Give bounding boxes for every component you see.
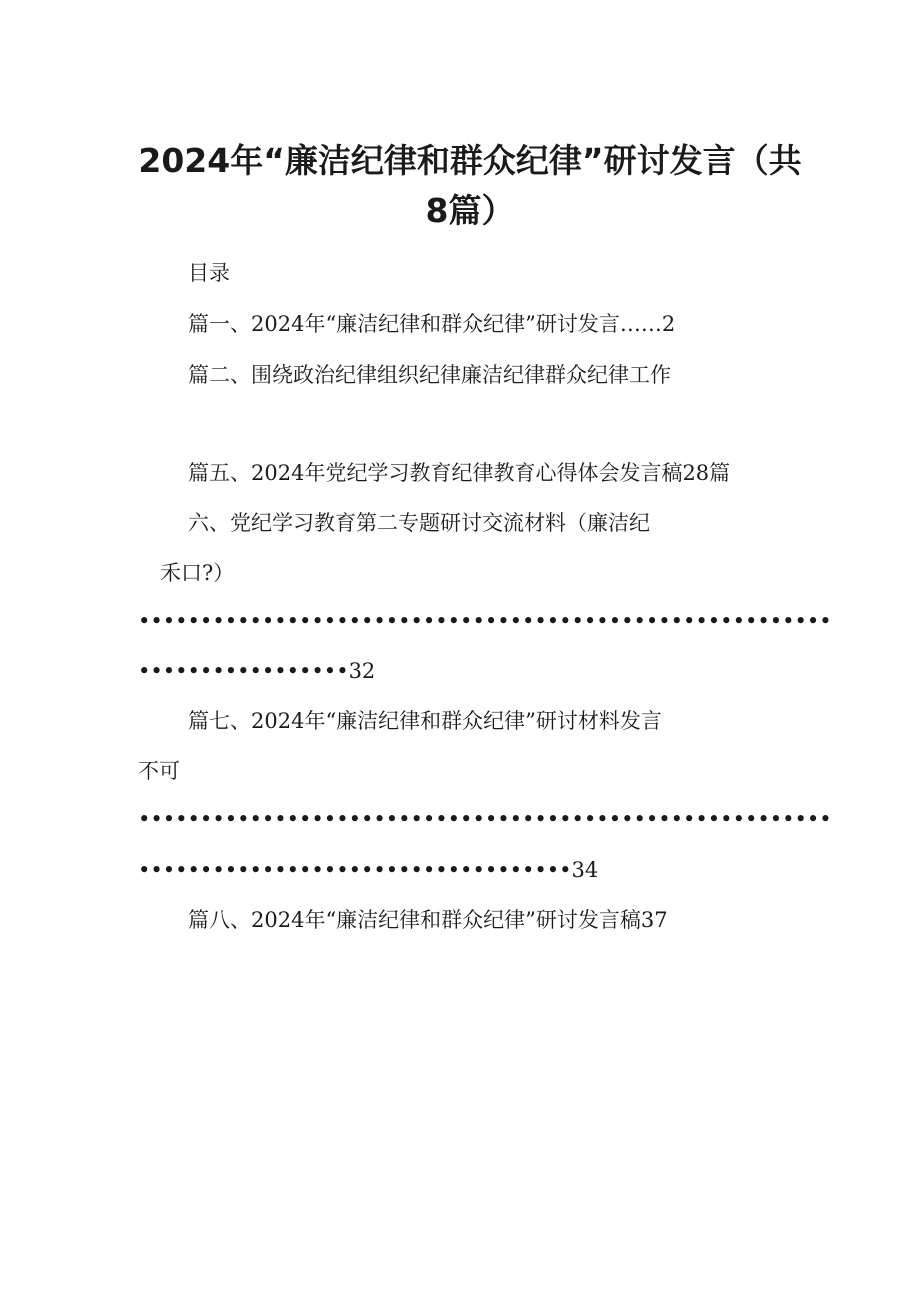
toc-leader-dots: •••••••••••••••••••••••••••••••••••••••••••••••••••••••• (138, 807, 832, 831)
toc-entry-6-continuation: 禾口?） (160, 561, 235, 585)
toc-entry-5: 篇五、2024年党纪学习教育纪律教育心得体会发言稿28篇 (188, 461, 731, 485)
toc-entry-2: 篇二、围绕政治纪律组织纪律廉洁纪律群众纪律工作 (188, 363, 671, 387)
toc-heading: 目录 (188, 261, 230, 285)
toc-entry-1: 篇一、2024年“廉洁纪律和群众纪律”研讨发言……2 (188, 312, 676, 336)
toc-entry-8: 篇八、2024年“廉洁纪律和群众纪律”研讨发言稿37 (188, 908, 668, 932)
document-title-line1: 2024年“廉洁纪律和群众纪律”研讨发言（共 (138, 141, 802, 180)
toc-entry-7-continuation: 不可 (138, 759, 180, 783)
toc-leader-page-34: •••••••••••••••••••••••••••••••••••34 (138, 858, 599, 882)
document-title-line2: 8篇） (425, 191, 515, 230)
toc-leader-dots: •••••••••••••••••••••••••••••••••••••••••••••••••••••••• (138, 609, 832, 633)
toc-leader-page-32: •••••••••••••••••32 (138, 659, 376, 683)
toc-entry-6: 六、党纪学习教育第二专题研讨交流材料（廉洁纪 (188, 511, 650, 535)
toc-entry-7: 篇七、2024年“廉洁纪律和群众纪律”研讨材料发言 (188, 709, 662, 733)
